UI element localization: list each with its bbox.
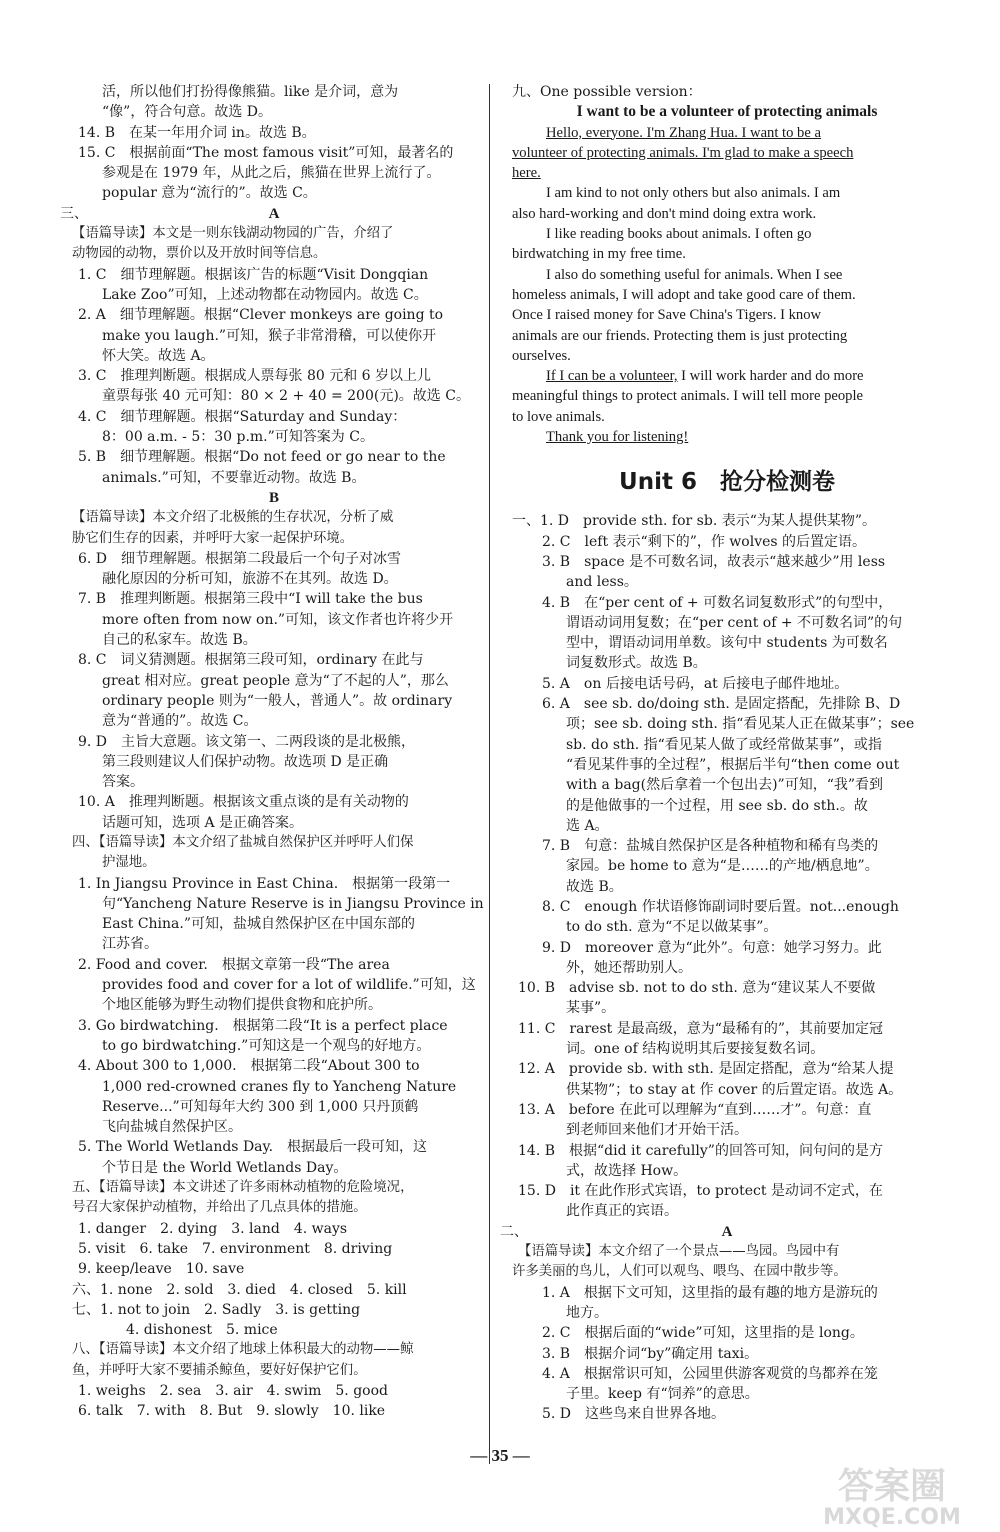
answer-line: 胁它们生存的因素，并呼吁大家一起保护环境。 <box>72 530 354 546</box>
answer-line: to do sth. 意为“不足以做某事”。 <box>566 919 778 936</box>
answer-line: 意为“普通的”。故选 C。 <box>102 713 258 730</box>
answer-line: 6. talk 7. with 8. But 9. slowly 10. like <box>78 1403 386 1420</box>
passage-letter: A <box>721 1223 733 1240</box>
answer-line: 到老师回来他们才开始干活。 <box>566 1122 748 1139</box>
answer-line: 5. D 这些鸟来自世界各地。 <box>542 1406 726 1423</box>
answer-line: 地方。 <box>566 1304 608 1321</box>
answer-line: 词。one of 结构说明其后要接复数名词。 <box>566 1041 825 1058</box>
answer-line: 5. A on 后接电话号码，at 后接电子邮件地址。 <box>542 675 849 692</box>
answer-line: 外，她还帮助别人。 <box>566 959 692 976</box>
answer-line: 4. A 根据常识可知，公园里供游客观赏的鸟都养在笼 <box>542 1365 878 1382</box>
page-number: — 35 — <box>470 1446 530 1465</box>
answer-line: with a bag(然后拿着一个包出去)”可知，“我”看到 <box>566 777 884 794</box>
answer-line: 1. danger 2. dying 3. land 4. ways <box>78 1220 348 1237</box>
answer-line: 此作真正的宾语。 <box>566 1203 678 1220</box>
answer-line: 5. B 细节理解题。根据“Do not feed or go near to the <box>78 449 446 466</box>
answer-line: 11. C rarest 是最高级，意为“最稀有的”，其前要加定冠 <box>518 1020 884 1037</box>
answer-line: Lake Zoo”可知，上述动物都在动物园内。故选 C。 <box>102 286 428 303</box>
watermark-logo <box>792 1460 992 1530</box>
answer-line: animals.”可知，不要靠近动物。故选 B。 <box>102 469 366 486</box>
answer-line: 活，所以他们打扮得像熊猫。like 是介词，意为 <box>102 84 399 100</box>
answer-line: 话题可知，选项 A 是正确答案。 <box>102 814 304 831</box>
answer-line: 【语篇导读】本文介绍了一个景点——鸟园。鸟园中有 <box>518 1244 840 1260</box>
answer-line: 参观是在 1979 年，从此之后，熊猫在世界上流行了。 <box>102 165 441 182</box>
answer-line: 4. B 在“per cent of + 可数名词复数形式”的句型中， <box>542 594 893 611</box>
passage-letter: B <box>268 489 279 506</box>
essay-line: animals are our friends. Protecting them is just protecting <box>512 327 848 344</box>
answer-line: 1. In Jiangsu Province in East China. 根据第一段第一 <box>78 875 451 892</box>
essay-title: I want to be a volunteer of protecting animals <box>576 103 878 121</box>
answer-line: 4. dishonest 5. mice <box>126 1322 278 1339</box>
answer-line: 7. B 句意：盐城自然保护区是各种植物和稀有鸟类的 <box>542 838 879 855</box>
answer-line: 6. D 细节理解题。根据第二段最后一个句子对冰雪 <box>78 550 402 567</box>
section-number: 三、 <box>60 205 88 222</box>
answer-line: 子里。keep 有“饲养”的意思。 <box>566 1386 759 1403</box>
answer-line: 2. A 细节理解题。根据“Clever monkeys are going to <box>78 307 444 324</box>
answer-line: popular 意为“流行的”。故选 C。 <box>102 185 317 202</box>
answer-line: East China.”可知，盐城自然保护区在中国东部的 <box>102 916 416 933</box>
essay-line: Thank you for listening! <box>546 429 689 446</box>
answer-line: 1. A 根据下文可知，这里指的最有趣的地方是游玩的 <box>542 1284 878 1301</box>
answer-line: 1. weighs 2. sea 3. air 4. swim 5. good <box>78 1383 388 1399</box>
essay-line: I like reading books about animals. I often go <box>546 226 812 243</box>
essay-label: 九、One possible version： <box>512 84 702 100</box>
answer-line: 融化原因的分析可知，旅游不在其列。故选 D。 <box>102 571 398 588</box>
answer-line: 3. Go birdwatching. 根据第二段“It is a perfect place <box>78 1017 448 1034</box>
answer-line: 12. A provide sb. with sth. 是固定搭配，意为“给某人提 <box>518 1061 894 1078</box>
answer-line: 5. The World Wetlands Day. 根据最后一段可知，这 <box>78 1139 428 1156</box>
answer-line: 护湿地。 <box>102 855 156 871</box>
essay-line: birdwatching in my free time. <box>512 246 686 263</box>
essay-line: also hard-working and don't mind doing extra work. <box>512 205 817 222</box>
answer-line: 号召大家保护动植物，并给出了几点具体的措施。 <box>72 1200 367 1216</box>
answer-line: 个节日是 the World Wetlands Day。 <box>102 1159 348 1176</box>
answer-line: 14. B 根据“did it carefully”的回答可知，问句问的是方 <box>518 1142 883 1159</box>
essay-line: Once I raised money for Save China's Tigers. I know <box>512 307 822 324</box>
answer-line: 4. C 细节理解题。根据“Saturday and Sunday： <box>78 408 407 425</box>
answer-line: 第三段则建议人们保护动物。故选项 D 是正确 <box>102 753 389 770</box>
answer-line: 1,000 red-crowned cranes fly to Yancheng Nature <box>102 1078 457 1095</box>
answer-line: 9. D 主旨大意题。该文第一、二两段谈的是北极熊， <box>78 733 416 750</box>
essay-body <box>512 123 942 448</box>
essay-section <box>512 82 942 447</box>
answer-line: and less。 <box>566 574 638 591</box>
answer-line: 13. A before 在此可以理解为“直到……才”。句意：直 <box>518 1101 872 1118</box>
essay-line: I am kind to not only others but also animals. I am <box>546 185 841 202</box>
answer-line: 的是他做事的一个过程，用 see sb. do sth.。故 <box>566 797 868 814</box>
right-column <box>500 82 942 1425</box>
answer-line: 自己的私家车。故选 B。 <box>102 632 257 649</box>
essay-line: homeless animals, I will adopt and take good care of them. <box>512 286 856 303</box>
answer-line: 句“Yancheng Nature Reserve is in Jiangsu Province in <box>102 895 484 912</box>
essay-line: I also do something useful for animals. When I see <box>546 266 843 283</box>
answer-line: 5. visit 6. take 7. environment 8. driving <box>78 1240 393 1257</box>
watermark-text: 答案圈 <box>837 1466 947 1507</box>
answer-line: 2. C left 表示“剩下的”，作 wolves 的后置定语。 <box>542 533 867 550</box>
section-heading <box>500 1222 942 1242</box>
answer-line: “像”，符合句意。故选 D。 <box>102 104 272 121</box>
left-column <box>60 82 484 1422</box>
essay-line: to love animals. <box>512 408 605 425</box>
answer-line: 2. C 根据后面的“wide”可知，这里指的是 long。 <box>542 1325 864 1342</box>
answer-line: 鱼，并呼吁大家不要捕杀鲸鱼，要好好保护它们。 <box>72 1362 367 1378</box>
answer-line: 14. B 在某一年用介词 in。故选 B。 <box>78 124 316 141</box>
answer-line: make you laugh.”可知，猴子非常滑稽，可以使你开 <box>102 327 437 344</box>
essay-line: meaningful things to protect animals. I will tell more people <box>512 388 863 405</box>
answer-line: 故选 B。 <box>566 878 623 895</box>
answer-line: Reserve...”可知每年大约 300 到 1,000 只丹顶鹤 <box>102 1098 419 1115</box>
answer-line: 某事”。 <box>566 1000 616 1017</box>
answer-line: 六、1. none 2. sold 3. died 4. closed 5. kill <box>72 1281 407 1298</box>
answer-list <box>500 511 942 1424</box>
answer-line: 五、【语篇导读】本文讲述了许多雨林动植物的危险境况， <box>72 1180 414 1196</box>
answer-line: 10. B advise sb. not to do sth. 意为“建议某人不要做 <box>518 980 876 997</box>
answer-line: 许多美丽的鸟儿，人们可以观鸟、喂鸟、在园中散步等。 <box>512 1264 847 1280</box>
answer-line: provides food and cover for a lot of wildlife.”可知，这 <box>102 977 476 994</box>
answer-line: 1. C 细节理解题。根据该广告的标题“Visit Dongqian <box>78 266 429 283</box>
answer-line: 江苏省。 <box>102 936 158 953</box>
answer-line: 3. B 根据介词“by”确定用 taxi。 <box>542 1345 759 1362</box>
section-heading <box>72 488 476 508</box>
answer-line: 8. C enough 作状语修饰副词时要后置。not...enough <box>542 898 899 915</box>
answer-line: 9. keep/leave 10. save <box>78 1261 245 1278</box>
answer-line: 6. A see sb. do/doing sth. 是固定搭配，先排除 B、D <box>542 696 901 713</box>
column-divider <box>489 84 490 1464</box>
answer-line: 家园。be home to 意为“是……的产地/栖息地”。 <box>566 858 879 875</box>
essay-line: volunteer of protecting animals. I'm glad to make a speech <box>512 144 854 161</box>
essay-line: Hello, everyone. I'm Zhang Hua. I want to be a <box>546 124 821 141</box>
section-number: 二、 <box>500 1223 528 1240</box>
answer-line: to go birdwatching.”可知这是一个观鸟的好地方。 <box>102 1037 431 1054</box>
answer-line: 4. About 300 to 1,000. 根据第二段“About 300 to <box>78 1058 420 1075</box>
answer-line: 【语篇导读】本文介绍了北极熊的生存状况，分析了威 <box>72 510 394 526</box>
answer-line: 2. Food and cover. 根据文章第一段“The area <box>78 956 390 973</box>
answer-line: 3. C 推理判断题。根据成人票每张 80 元和 6 岁以上儿 <box>78 368 432 385</box>
answer-line: 一、1. D provide sth. for sb. 表示“为某人提供某物”。 <box>512 513 877 530</box>
answer-line: 15. C 根据前面“The most famous visit”可知，最著名的 <box>78 144 454 161</box>
answer-line: 15. D it 在此作形式宾语，to protect 是动词不定式，在 <box>518 1183 883 1200</box>
answer-line: 式，故选择 How。 <box>566 1162 688 1179</box>
answer-line: 10. A 推理判断题。根据该文重点谈的是有关动物的 <box>78 794 409 811</box>
answer-line: great 相对应。great people 意为“了不起的人”，那么 <box>102 672 449 689</box>
answer-line: 9. D moreover 意为“此外”。句意：她学习努力。此 <box>542 939 882 956</box>
answer-line: more often from now on.”可知，该文作者也许将少开 <box>102 611 454 628</box>
answer-line: 个地区能够为野生动物们提供食物和庇护所。 <box>102 997 382 1014</box>
answer-line: 7. B 推理判断题。根据第三段中“I will take the bus <box>78 591 423 608</box>
answer-line: 动物园的动物，票价以及开放时间等信息。 <box>72 246 327 262</box>
answer-line: 四、【语篇导读】本文介绍了盐城自然保护区并呼吁人们保 <box>72 834 414 850</box>
answer-line: 词复数形式。故选 B。 <box>566 655 707 672</box>
answer-line: 3. B space 是不可数名词，故表示“越来越少”用 less <box>542 553 886 570</box>
essay-line: ourselves. <box>512 347 571 364</box>
passage-letter: A <box>268 205 280 222</box>
essay-line: here. <box>512 165 541 182</box>
answer-line: 型中，谓语动词用单数。该句中 students 为可数名 <box>566 635 888 652</box>
answer-line: “看见某件事的全过程”，根据后半句“then come out <box>566 756 900 773</box>
answer-line: 供某物”；to stay at 作 cover 的后置定语。故选 A。 <box>566 1081 903 1098</box>
answer-line: sb. do sth. 指“看见某人做了或经常做某事”，或指 <box>566 736 882 753</box>
unit-title: Unit 6 抢分检测卷 <box>619 469 835 496</box>
answer-line: 8：00 a.m. - 5：30 p.m.”可知答案为 C。 <box>102 429 374 446</box>
answer-line: 【语篇导读】本文是一则东钱湖动物园的广告，介绍了 <box>72 226 394 242</box>
watermark-url: MXQE.COM <box>823 1505 961 1530</box>
answer-line: 答案。 <box>102 774 144 791</box>
answer-line: 八、【语篇导读】本文介绍了地球上体积最大的动物——鲸 <box>72 1342 414 1358</box>
answer-line: 七、1. not to join 2. Sadly 3. is getting <box>72 1301 361 1318</box>
section-heading <box>60 204 476 224</box>
answer-line: 飞向盐城自然保护区。 <box>102 1119 242 1136</box>
essay-line: If I can be a volunteer, I will work harder and do more <box>546 368 864 385</box>
answer-line: 项；see sb. doing sth. 指“看见某人正在做某事”；see <box>566 716 915 733</box>
answer-line: 谓语动词用复数；在“per cent of + 不可数名词”的句 <box>566 614 903 631</box>
answer-line: ordinary people 则为“一般人，普通人”。故 ordinary <box>102 692 453 709</box>
answer-line: 怀大笑。故选 A。 <box>102 347 215 364</box>
answer-line: 选 A。 <box>566 817 609 834</box>
answer-line: 8. C 词义猜测题。根据第三段可知，ordinary 在此与 <box>78 652 424 669</box>
answer-line: 童票每张 40 元可知：80 × 2 + 40 = 200(元)。故选 C。 <box>102 388 470 405</box>
